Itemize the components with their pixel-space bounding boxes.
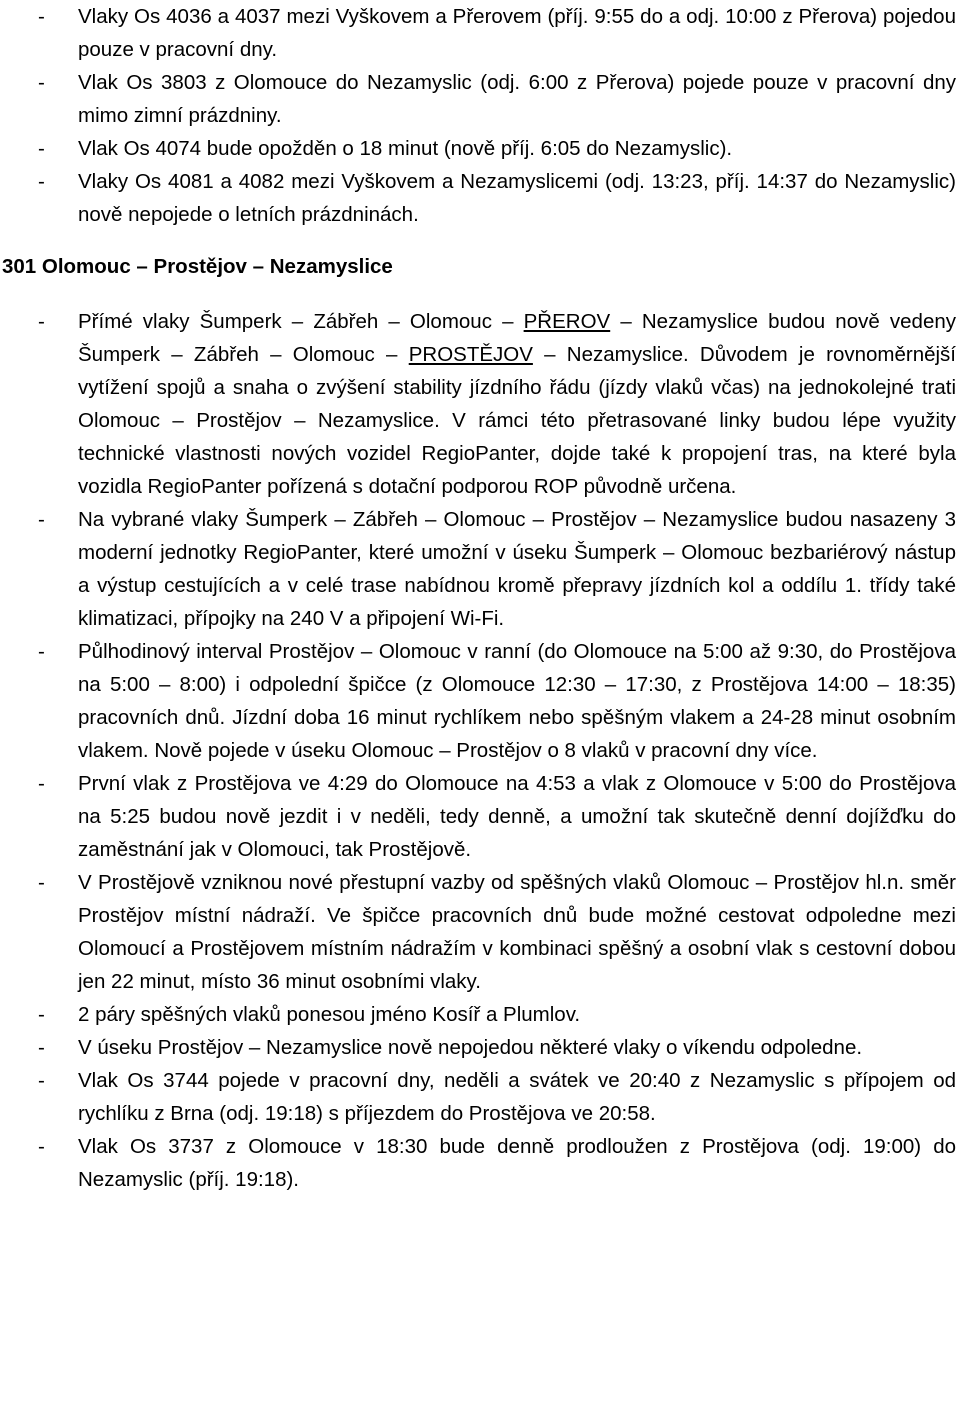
list-item: - V Prostějově vzniknou nové přestupní vazby od spěšných vlaků Olomouc – Prostějov hl.n. směr Prostějov místní nádraží. Ve špičce pracovních dnů bude možné cestovat odpoledne mezi Olomoucí a Prostějovem místním nádražím v kombinaci spěšný a osobní vlak s cestovní dobou jen 22 minut, místo 36 minut osobními vlaky. — [0, 866, 960, 998]
list-item: - Vlak Os 3737 z Olomouce v 18:30 bude denně prodloužen z Prostějova (odj. 19:00) do Nezamyslic (příj. 19:18). — [0, 1130, 960, 1196]
bullet-dash: - — [38, 1036, 45, 1059]
bullet-dash: - — [38, 1135, 45, 1158]
bullet-dash: - — [38, 71, 45, 94]
list-item: - Vlaky Os 4081 a 4082 mezi Vyškovem a Nezamyslicemi (odj. 13:23, příj. 14:37 do Nezamyslic) nově nepojede o letních prázdninách. — [0, 165, 960, 231]
bullet-dash: - — [38, 310, 45, 333]
bullet-dash: - — [38, 508, 45, 531]
list-item: - V úseku Prostějov – Nezamyslice nově nepojedou některé vlaky o víkendu odpoledne. — [0, 1031, 960, 1064]
bullet-dash: - — [38, 1003, 45, 1026]
underlined-station: PROSTĚJOV — [408, 343, 533, 366]
list-item: - Vlak Os 4074 bude opožděn o 18 minut (nově příj. 6:05 do Nezamyslic). — [0, 132, 960, 165]
bullet-dash: - — [38, 170, 45, 193]
list-item: - Na vybrané vlaky Šumperk – Zábřeh – Olomouc – Prostějov – Nezamyslice budou nasazeny 3 moderní jednotky RegioPanter, které umožní v úseku Šumperk – Olomouc bezbariérový nástup a výstup cestujících a v celé trase nabídnou kromě přepravy jízdních kol a oddílu 1. třídy také klimatizaci, přípojky na 240 V a připojení Wi-Fi. — [0, 503, 960, 635]
section-2-list — [0, 305, 960, 1196]
underlined-station: PŘEROV — [523, 310, 611, 333]
bullet-dash: - — [38, 137, 45, 160]
bullet-dash: - — [38, 772, 45, 795]
bullet-dash: - — [38, 871, 45, 894]
list-item: - Vlak Os 3744 pojede v pracovní dny, neděli a svátek ve 20:40 z Nezamyslic s přípojem od rychlíku z Brna (odj. 19:18) s příjezdem do Prostějova ve 20:58. — [0, 1064, 960, 1130]
list-item: - Přímé vlaky Šumperk – Zábřeh – Olomouc – PŘEROV – Nezamyslice budou nově vedeny Šumperk – Zábřeh – Olomouc – PROSTĚJOV – Nezamyslice. Důvodem je rovnoměrnější vytížení spojů a snaha o zvýšení stability jízdního řádu (jízdy vlaků včas) na jednokolejné trati Olomouc – Prostějov – Nezamyslice. V rámci této přetrasované linky budou lépe využity technické vlastnosti nových vozidel RegioPanter, dojde také k propojení tras, na které byla vozidla RegioPanter pořízená s dotační podporou ROP původně určena. — [0, 305, 960, 503]
bullet-dash: - — [38, 5, 45, 28]
list-item: - 2 páry spěšných vlaků ponesou jméno Kosíř a Plumlov. — [0, 998, 960, 1031]
list-item: - Vlak Os 3803 z Olomouce do Nezamyslic (odj. 6:00 z Přerova) pojede pouze v pracovní dny mimo zimní prázdniny. — [0, 66, 960, 132]
list-item: - Půlhodinový interval Prostějov – Olomouc v ranní (do Olomouce na 5:00 až 9:30, do Prostějova na 5:00 – 8:00) i odpolední špičce (z Olomouce 12:30 – 17:30, z Prostějova 14:00 – 18:35) pracovních dnů. Jízdní doba 16 minut rychlíkem nebo spěšným vlakem a 24-28 minut osobním vlakem. Nově pojede v úseku Olomouc – Prostějov o 8 vlaků v pracovní dny více. — [0, 635, 960, 767]
bullet-dash: - — [38, 640, 45, 663]
list-item: - První vlak z Prostějova ve 4:29 do Olomouce na 4:53 a vlak z Olomouce v 5:00 do Prostějova na 5:25 budou nově jezdit i v neděli, tedy denně, a umožní tak skutečně denní dojížďku do zaměstnání jak v Olomouci, tak Prostějově. — [0, 767, 960, 866]
section-1-list — [0, 0, 960, 231]
list-item: - Vlaky Os 4036 a 4037 mezi Vyškovem a Přerovem (příj. 9:55 do a odj. 10:00 z Přerova) pojedou pouze v pracovní dny. — [0, 0, 960, 66]
section-heading: 301 Olomouc – Prostějov – Nezamyslice — [2, 255, 393, 278]
bullet-dash: - — [38, 1069, 45, 1092]
